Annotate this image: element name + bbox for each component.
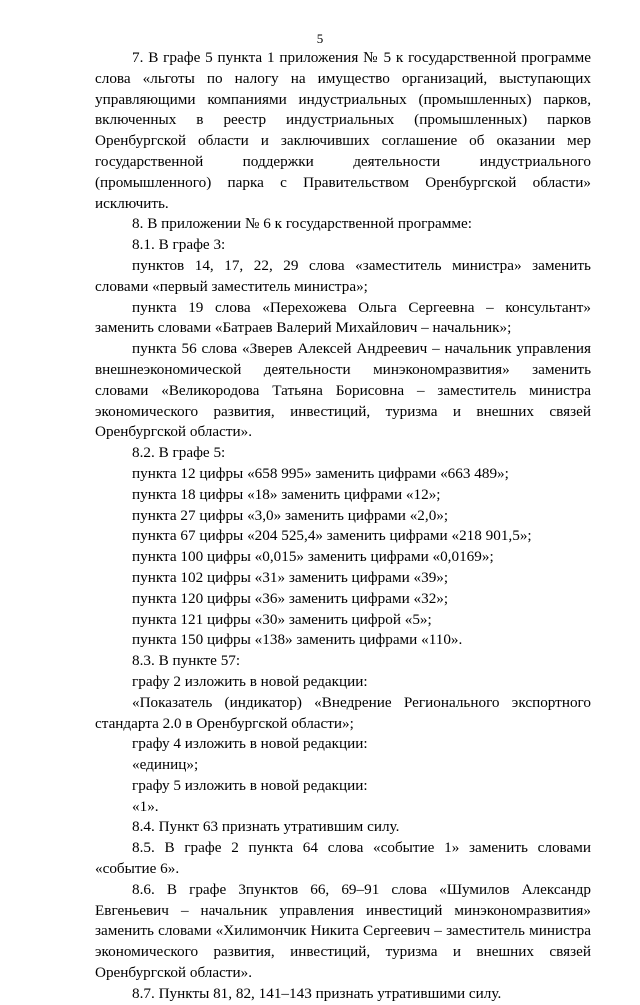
paragraph-8-2: 8.2. В графе 5: [132,444,226,462]
paragraph-8-1-c: пункта 56 слова «Зверев Алексей Андреевич – начальник управления внешнеэкономической деятельности минэкономразвития» заменить словами «Великородова Татьяна Борисовна – заместитель министра экономического развития, инвестиций, туризма и внешних связей Оренбургской области». [95,340,591,441]
paragraph-8-2-g: пункта 120 цифры «36» заменить цифрами «32»; [132,589,449,607]
paragraph-8-2-f: пункта 102 цифры «31» заменить цифрами «39»; [132,568,449,586]
paragraph-8-3-a: графу 2 изложить в новой редакции: [132,672,368,690]
paragraph-8-5: 8.5. В графе 2 пункта 64 слова «событие 1» заменить словами «событие 6». [95,839,591,878]
paragraph-8-2-i: пункта 150 цифры «138» заменить цифрами «110». [132,631,463,649]
paragraph-8-2-h: пункта 121 цифры «30» заменить цифрой «5»; [132,610,432,628]
paragraph-8-1: 8.1. В графе 3: [132,236,226,254]
paragraph-8-2-c: пункта 27 цифры «3,0» заменить цифрами «2,0»; [132,506,449,524]
paragraph-8-3-f: «1». [132,797,159,815]
paragraph-8-2-b: пункта 18 цифры «18» заменить цифрами «12»; [132,485,441,503]
paragraph-8-6: 8.6. В графе 3пунктов 66, 69–91 слова «Шумилов Александр Евгеньевич – начальник управления инвестиций минэкономразвития» заменить словами «Хилимончик Никита Сергеевич – заместитель министра экономического развития, инвестиций, туризма и внешних связей Оренбургской области». [95,880,591,982]
paragraph-8-1-a: пунктов 14, 17, 22, 29 слова «заместитель министра» заменить словами «первый заместитель министра»; [95,256,591,295]
paragraph-8: 8. В приложении № 6 к государственной программе: [132,215,472,233]
paragraph-8-2-a: пункта 12 цифры «658 995» заменить цифрами «663 489»; [132,464,509,482]
paragraph-8-7: 8.7. Пункты 81, 82, 141–143 признать утратившими силу. [132,984,502,1002]
paragraph-8-3-b: «Показатель (индикатор) «Внедрение Регионального экспортного стандарта 2.0 в Оренбургской области»; [95,693,591,732]
paragraph-8-3: 8.3. В пункте 57: [132,652,241,670]
paragraph-8-3-e: графу 5 изложить в новой редакции: [132,776,368,794]
page-number: 5 [316,31,324,46]
paragraph-8-2-e: пункта 100 цифры «0,015» заменить цифрами «0,0169»; [132,548,494,566]
document-body [95,48,591,1005]
paragraph-8-3-c: графу 4 изложить в новой редакции: [132,735,368,753]
paragraph-8-3-d: «единиц»; [132,756,199,774]
paragraph-8-2-d: пункта 67 цифры «204 525,4» заменить цифрами «218 901,5»; [132,527,532,545]
paragraph-8-1-b: пункта 19 слова «Перехожева Ольга Сергеевна – консультант» заменить словами «Батраев Валерий Михайлович – начальник»; [95,298,591,337]
paragraph-8-4: 8.4. Пункт 63 признать утратившим силу. [132,818,400,836]
paragraph-7: 7. В графе 5 пункта 1 приложения № 5 к государственной программе слова «льготы по налогу на имущество организаций, выступающих управляющими компаниями индустриальных (промышленных) парков, включенных в реестр индустриальных (промышленных) парков Оренбургской области и заключивших соглашение об оказании мер государственной поддержки деятельности индустриального (промышленного) парка с Правительством Оренбургской области» исключить. [95,49,591,212]
